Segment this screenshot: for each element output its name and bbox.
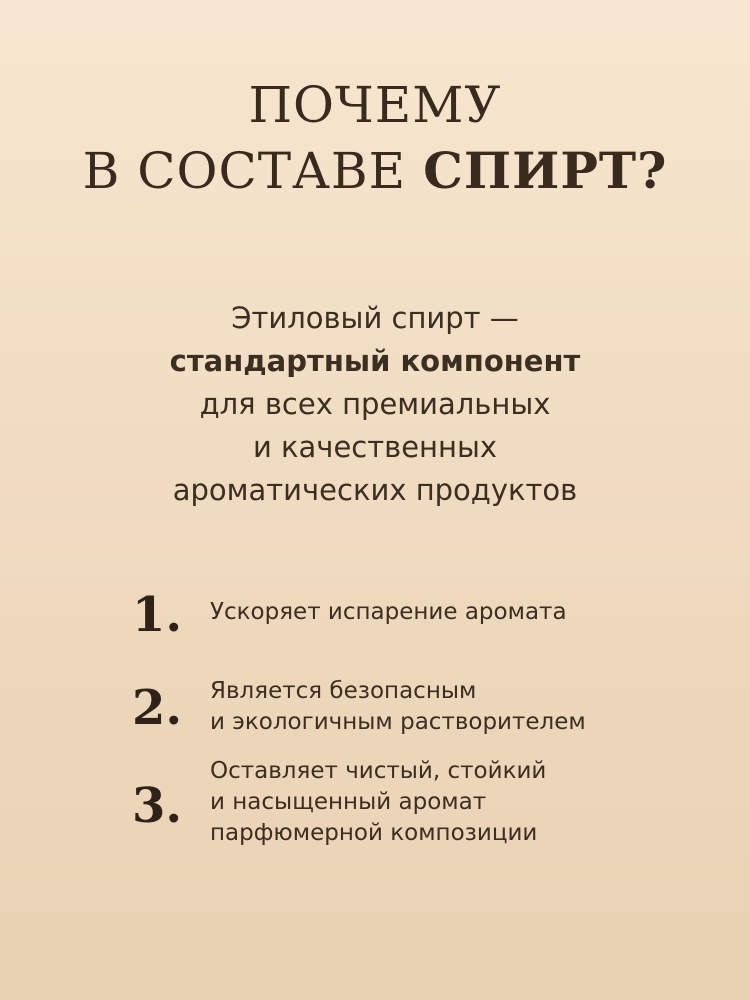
intro-line-2-bold: стандартный компонент xyxy=(169,344,581,378)
title-line-1: ПОЧЕМУ xyxy=(248,76,502,134)
list-item-line: и экологичным растворителем xyxy=(210,709,586,735)
list-item-text xyxy=(210,756,546,849)
list-item-text xyxy=(210,676,586,738)
intro-text xyxy=(0,297,750,512)
intro-line-3: для всех премиальных xyxy=(199,387,551,421)
list-item-number: 1. xyxy=(132,587,183,643)
title-line-2-regular: В СОСТАВЕ xyxy=(82,142,424,200)
list-item-text xyxy=(210,597,567,628)
intro-line-1: Этиловый спирт — xyxy=(231,301,519,335)
page-title xyxy=(0,72,750,204)
list-item-line: и насыщенный аромат xyxy=(210,789,487,815)
list-item-line: Является безопасным xyxy=(210,678,477,704)
list-item-1 xyxy=(0,585,750,685)
list-item-line: парфюмерной композиции xyxy=(210,820,538,846)
intro-line-4: и качественных xyxy=(252,430,498,464)
list-item-3 xyxy=(0,754,750,854)
intro-line-5: ароматических продуктов xyxy=(172,473,578,507)
title-line-2 xyxy=(0,138,750,204)
list-item-line: Оставляет чистый, стойкий xyxy=(210,758,547,784)
list-item-line: Ускоряет испарение аромата xyxy=(210,599,567,625)
list-item-number: 3. xyxy=(132,778,183,834)
title-line-2-bold: СПИРТ? xyxy=(423,141,668,200)
list-item-number: 2. xyxy=(132,680,183,736)
